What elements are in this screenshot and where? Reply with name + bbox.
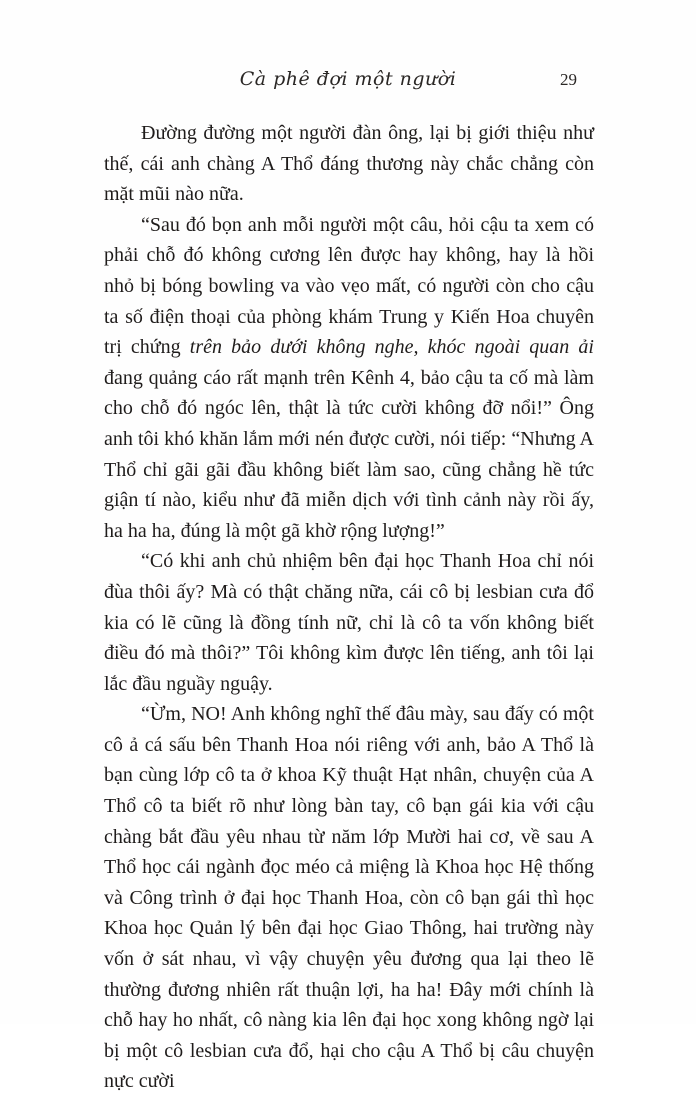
text-run: Đường đường một người đàn ông, lại bị giới thiệu như thế, cái anh chàng A Thổ đáng thương này chắc chẳng còn mặt mũi nào nữa. <box>104 122 594 206</box>
paragraph <box>104 546 594 699</box>
text-run: “Có khi anh chủ nhiệm bên đại học Thanh Hoa chỉ nói đùa thôi ấy? Mà có thật chăng nữa, cái cô bị lesbian cưa đổ kia có lẽ cũng là đồng tính nữ, chỉ là cô ta vốn không biết điều đó mà thôi?” Tôi không kìm được lên tiếng, anh tôi lại lắc đầu nguầy nguậy. <box>104 550 594 695</box>
text-run: đang quảng cáo rất mạnh trên Kênh 4, bảo cậu ta cố mà làm cho chỗ đó ngóc lên, thật là tức cười không đỡ nổi!” Ông anh tôi khó khăn lắm mới nén được cười, nói tiếp: “Nhưng A Thổ chỉ gãi gãi đầu không biết làm sao, cũng chẳng hề tức giận tí nào, kiểu như đã miễn dịch với tình cảnh này rồi ấy, ha ha ha, đúng là một gã khờ rộng lượng!” <box>104 366 594 542</box>
paragraph <box>104 210 594 547</box>
text-run: “Ừm, NO! Anh không nghĩ thế đâu mày, sau đấy có một cô ả cá sấu bên Thanh Hoa nói riêng với anh, bảo A Thổ là bạn cùng lớp cô ta ở khoa Kỹ thuật Hạt nhân, chuyện của A Thổ cô ta biết rõ như lòng bàn tay, cô bạn gái kia với cậu chàng bắt đầu yêu nhau từ năm lớp Mười hai cơ, về sau A Thổ học cái ngành đọc méo cả miệng là Khoa học Hệ thống và Công trình ở đại học Thanh Hoa, còn cô bạn gái thì học Khoa học Quản lý bên đại học Giao Thông, hai trường này vốn ở sát nhau, vì vậy chuyện yêu đương qua lại theo lẽ thường đương nhiên rất thuận lợi, ha ha! Đây mới chính là chỗ hay ho nhất, cô nàng kia lên đại học xong không ngờ lại bị một cô lesbian cưa đổ, hại cho cậu A Thổ bị câu chuyện nực cười <box>104 703 594 1093</box>
italic-text-run: trên bảo dưới không nghe, khóc ngoài quan ải <box>189 336 594 359</box>
body-text <box>104 118 594 1097</box>
text-run: “Sau đó bọn anh mỗi người một câu, hỏi cậu ta xem có phải chỗ đó không cương lên được hay không, hay là hồi nhỏ bị bóng bowling va vào vẹo mất, có người còn cho cậu ta số điện thoại của phòng khám Trung y Kiến Hoa chuyên trị chứng <box>104 213 594 359</box>
paragraph <box>104 118 594 210</box>
page-number: 29 <box>560 70 577 89</box>
running-title: Cà phê đợi một người <box>239 68 457 90</box>
paragraph <box>104 699 594 1097</box>
